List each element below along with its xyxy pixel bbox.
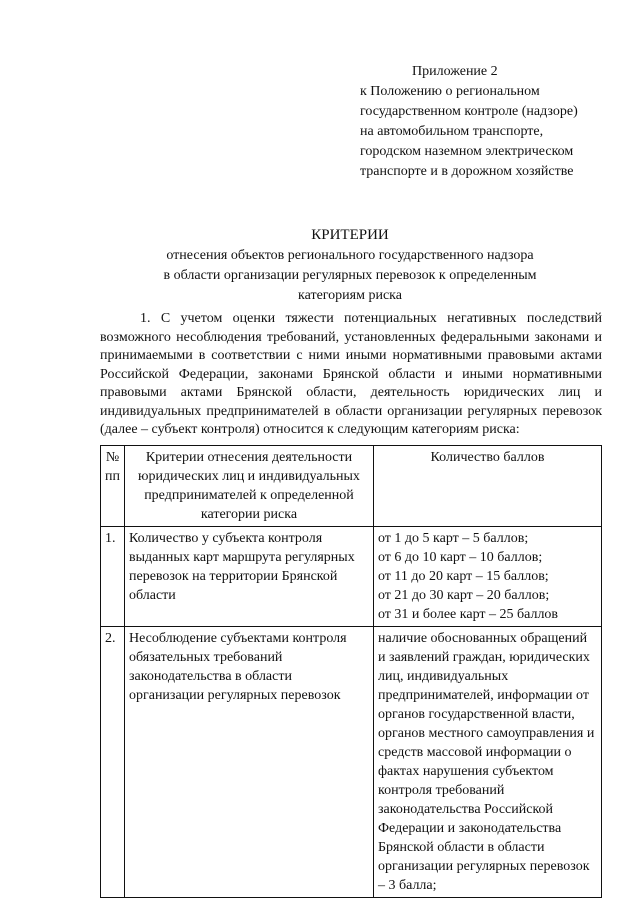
appendix-line: городском наземном электрическом <box>360 144 574 159</box>
row-points: от 1 до 5 карт – 5 баллов; от 6 до 10 карт – 10 баллов; от 11 до 20 карт – 15 баллов; от 21 до 30 карт – 20 баллов; от 31 и более карт – 25 баллов <box>373 527 601 627</box>
appendix-title: Приложение 2 <box>412 64 498 79</box>
table-row <box>101 527 602 627</box>
appendix-block <box>360 62 620 182</box>
row-criteria: Несоблюдение субъектами контроля обязательных требований законодательства в области организации регулярных перевозок <box>124 627 373 898</box>
row-num: 1. <box>101 527 125 627</box>
appendix-line: к Положению о региональном <box>360 84 540 99</box>
document-subtitle-line: категориям риска <box>298 288 402 303</box>
table-header-row <box>101 446 602 527</box>
criteria-table <box>100 445 602 898</box>
appendix-line: транспорте и в дорожном хозяйстве <box>360 164 574 179</box>
appendix-line: на автомобильном транспорте, <box>360 124 544 139</box>
row-points: наличие обоснованных обращений и заявлений граждан, юридических лиц, индивидуальных предпринимателей, информации от органов государственной власти, органов местного самоуправления и средств массовой информации о фактах нарушения субъектом контроля требований законодательства Российской Федерации и законодательства Брянской области в области организации регулярных перевозок – 3 балла; <box>373 627 601 898</box>
header-num: № пп <box>101 446 125 527</box>
header-points: Количество баллов <box>373 446 601 527</box>
header-criteria: Критерии отнесения деятельности юридических лиц и индивидуальных предпринимателей к определенной категории риска <box>124 446 373 527</box>
document-subtitle-line: в области организации регулярных перевозок к определенным <box>163 268 537 283</box>
table-row <box>101 627 602 898</box>
document-subtitle-line: отнесения объектов регионального государственного надзора <box>166 248 534 263</box>
appendix-line: государственном контроле (надзоре) <box>360 104 578 119</box>
paragraph-text: 1. С учетом оценки тяжести потенциальных негативных последствий возможного несоблюдения требований, установленных федеральными законами и принимаемыми в соответствии с ними иными нормативными правовыми актами Российской Федерации, законами Брянской области и иными нормативными правовыми актами Брянской области, деятельность юридических лиц и индивидуальных предпринимателей в области организации регулярных перевозок (далее – субъект контроля) относится к следующим категориям риска: <box>100 311 602 437</box>
row-criteria: Количество у субъекта контроля выданных карт маршрута регулярных перевозок на территории Брянской области <box>124 527 373 627</box>
document-title: КРИТЕРИИ <box>311 227 389 243</box>
intro-paragraph <box>100 310 602 440</box>
document-heading <box>100 225 600 306</box>
row-num: 2. <box>101 627 125 898</box>
